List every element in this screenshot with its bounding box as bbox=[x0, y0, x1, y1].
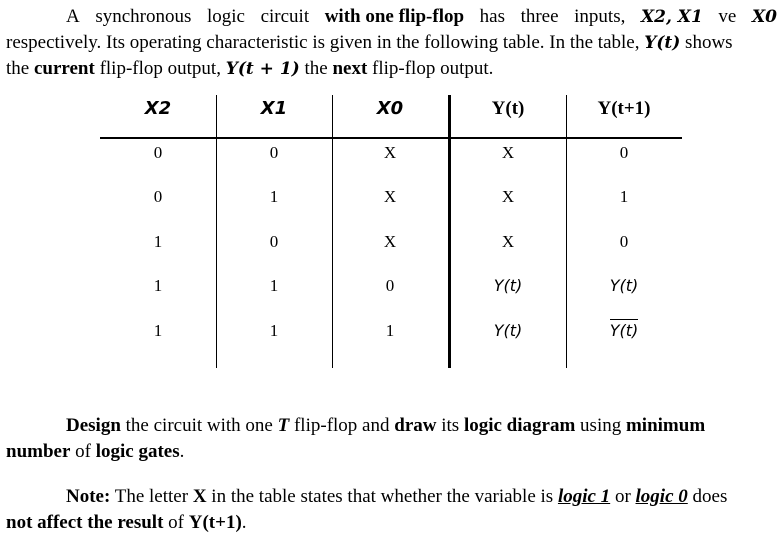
bold-x: X bbox=[192, 486, 207, 507]
text: its bbox=[441, 415, 460, 436]
input-vars-x2-x1: X2, X1 bbox=[640, 7, 703, 27]
text: shows bbox=[685, 32, 733, 53]
cell-value: X bbox=[383, 232, 397, 251]
text: of bbox=[75, 441, 91, 462]
note-line-1 bbox=[6, 484, 777, 510]
cell-value: 1 bbox=[269, 187, 279, 206]
cell-value: 0 bbox=[385, 276, 395, 295]
table-cell bbox=[566, 187, 682, 207]
cell-value: X bbox=[383, 187, 397, 206]
header-label: X1 bbox=[260, 98, 288, 119]
bold-not-affect: not affect the result bbox=[6, 512, 164, 533]
cell-value: 1 bbox=[269, 276, 279, 295]
table-cell bbox=[450, 276, 566, 296]
table-cell bbox=[216, 321, 332, 341]
text: . bbox=[241, 512, 247, 533]
intro-line-3 bbox=[6, 56, 777, 82]
table-cell bbox=[100, 276, 216, 296]
text: flip-flop and bbox=[293, 415, 390, 436]
word: ve bbox=[718, 6, 737, 27]
table-cell bbox=[450, 187, 566, 207]
cell-value: Y(t) bbox=[609, 276, 639, 295]
cell-value: 0 bbox=[619, 232, 629, 251]
bold-logic-diagram: logic diagram bbox=[463, 415, 576, 436]
cell-value: X bbox=[501, 143, 515, 162]
text: flip-flop output. bbox=[372, 58, 494, 79]
word: has bbox=[479, 6, 505, 27]
design-line-1 bbox=[6, 413, 777, 439]
bold-logic-gates: logic gates bbox=[95, 441, 180, 462]
table-cell bbox=[332, 232, 448, 252]
characteristic-table bbox=[100, 95, 680, 370]
table-cell bbox=[100, 143, 216, 163]
bold-minimum: minimum bbox=[625, 415, 706, 436]
table-cell bbox=[566, 321, 682, 341]
cell-value: 0 bbox=[153, 187, 163, 206]
header-rule bbox=[100, 137, 682, 139]
text: respectively. Its operating characteristic is given in the following table. In the table, bbox=[6, 32, 640, 53]
bold-design: Design bbox=[66, 415, 121, 436]
bold-yt1: Y(t+1) bbox=[188, 512, 242, 533]
table-cell bbox=[450, 321, 566, 341]
cell-value: 0 bbox=[269, 143, 279, 162]
word: circuit bbox=[260, 6, 310, 27]
text: using bbox=[580, 415, 622, 436]
intro-paragraph bbox=[6, 4, 777, 82]
table-cell bbox=[216, 187, 332, 207]
header-x1 bbox=[216, 95, 332, 135]
intro-line-2 bbox=[6, 30, 777, 56]
table-cell bbox=[450, 232, 566, 252]
table-cell bbox=[332, 187, 448, 207]
text: of bbox=[168, 512, 184, 533]
header-yt1: Y(t+1) bbox=[597, 98, 651, 119]
word: synchronous bbox=[95, 6, 192, 27]
logic-1: logic 1 bbox=[557, 486, 611, 507]
word: A bbox=[66, 6, 80, 27]
header-yt: Y(t) bbox=[491, 98, 525, 119]
table-cell bbox=[216, 143, 332, 163]
table-cell bbox=[100, 187, 216, 207]
table-cell bbox=[332, 276, 448, 296]
cell-value: 0 bbox=[153, 143, 163, 162]
cell-value: 1 bbox=[153, 232, 163, 251]
var-yt: Y(t) bbox=[644, 33, 681, 53]
design-line-2 bbox=[6, 439, 777, 465]
cell-value: X bbox=[501, 187, 515, 206]
cell-value: 0 bbox=[269, 232, 279, 251]
note-paragraph bbox=[6, 484, 777, 536]
intro-line-1 bbox=[6, 4, 777, 30]
cell-value: 1 bbox=[153, 276, 163, 295]
table-cell bbox=[216, 232, 332, 252]
note-line-2 bbox=[6, 510, 777, 536]
cell-value: 1 bbox=[619, 187, 629, 206]
header-label: X0 bbox=[376, 98, 404, 119]
cell-value: X bbox=[501, 232, 515, 251]
bold-number: number bbox=[6, 441, 71, 462]
text: . bbox=[179, 441, 185, 462]
cell-value: Y(t) bbox=[609, 321, 639, 340]
table-cell bbox=[566, 143, 682, 163]
table-cell bbox=[450, 143, 566, 163]
header-x2 bbox=[100, 95, 216, 135]
note-label: Note: bbox=[66, 486, 111, 507]
table-cell bbox=[100, 232, 216, 252]
cell-value: X bbox=[383, 143, 397, 162]
table-cell bbox=[332, 321, 448, 341]
text: flip-flop output, bbox=[99, 58, 221, 79]
design-paragraph bbox=[6, 413, 777, 465]
word-bold: with one flip-flop bbox=[324, 6, 465, 27]
table-cell bbox=[216, 276, 332, 296]
text: The letter bbox=[114, 486, 189, 507]
cell-value: Y(t) bbox=[493, 276, 523, 295]
text: the bbox=[6, 58, 30, 79]
text: the bbox=[304, 58, 328, 79]
table-cell bbox=[566, 232, 682, 252]
table-cell bbox=[332, 143, 448, 163]
header-label: X2 bbox=[144, 98, 172, 119]
var-yt1: Y(t + 1) bbox=[225, 59, 300, 79]
word: three bbox=[520, 6, 559, 27]
cell-value: 1 bbox=[385, 321, 395, 340]
text: the circuit with one bbox=[125, 415, 273, 436]
header-x0 bbox=[332, 95, 448, 135]
table-cell bbox=[566, 276, 682, 296]
cell-value: 1 bbox=[153, 321, 163, 340]
word: logic bbox=[206, 6, 245, 27]
word: inputs, bbox=[574, 6, 626, 27]
bold-current: current bbox=[33, 58, 95, 79]
bold-t: T bbox=[277, 415, 290, 436]
text: in the table states that whether the variable is bbox=[211, 486, 554, 507]
logic-0: logic 0 bbox=[635, 486, 688, 507]
bold-draw: draw bbox=[394, 415, 437, 436]
bold-next: next bbox=[332, 58, 368, 79]
input-var-x0: X0 bbox=[751, 7, 777, 27]
table-cell bbox=[100, 321, 216, 341]
cell-value: Y(t) bbox=[493, 321, 523, 340]
cell-value: 0 bbox=[619, 143, 629, 162]
cell-value: 1 bbox=[269, 321, 279, 340]
text: or bbox=[614, 486, 631, 507]
text: does bbox=[692, 486, 728, 507]
